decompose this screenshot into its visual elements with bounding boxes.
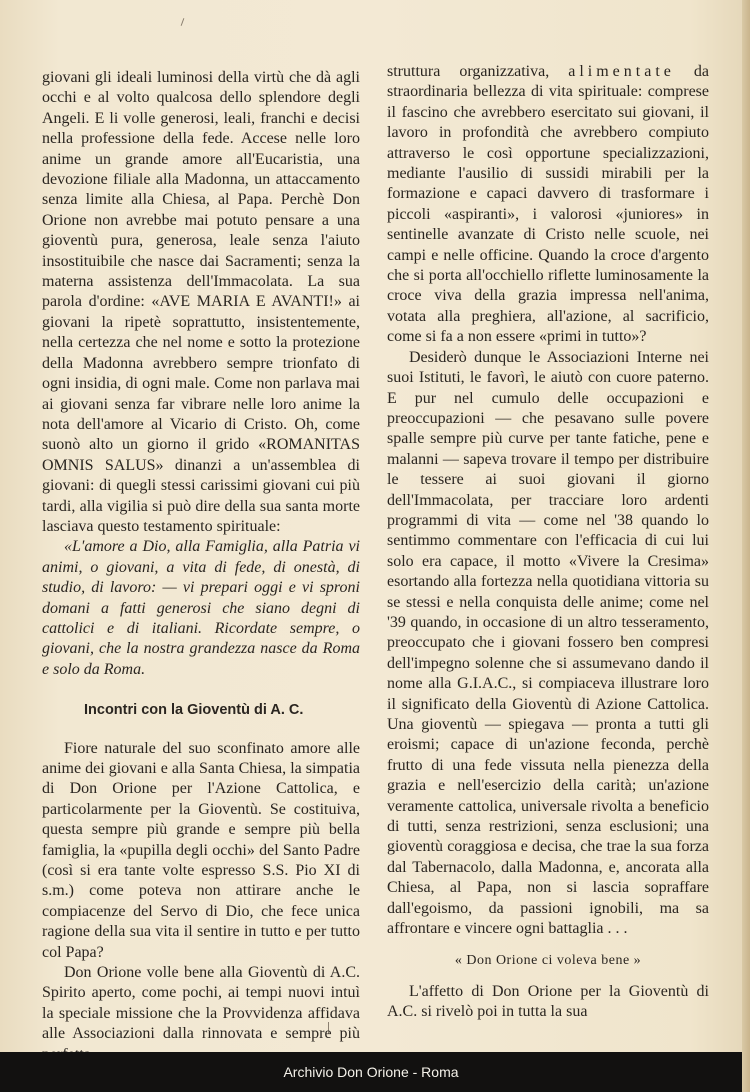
- left-column: [42, 68, 360, 1065]
- section-subheading: « Don Orione ci voleva bene »: [454, 953, 642, 969]
- right-column: [387, 62, 709, 1023]
- section-heading: Incontri con la Gioventù di A. C.: [84, 702, 304, 719]
- right-paragraph-1-start: struttura organizzativa,: [387, 63, 550, 80]
- spaced-word: alimentate: [568, 63, 675, 80]
- right-paragraph-3: L'affetto di Don Orione per la Gioventù di A.C. si rivelò poi in tutta la sua: [387, 982, 709, 1021]
- testament-quote: «L'amore a Dio, alla Famiglia, alla Patria vi animi, o giovani, a vita di fede, di onestà, di studio, di lavoro: — vi prepari oggi e vi sproni domani a fatti generosi che siano degni di cattolici e di italiani. Ricordate sempre, o giovani, che la nostra grandezza nasce da Roma e solo da Roma.: [42, 538, 360, 678]
- left-paragraph-2: Fiore naturale del suo sconfinato amore alle anime dei giovani e alla Santa Chiesa, la simpatia di Don Orione per l'Azione Cattolica, e particolarmente per la Gioventù. Se costituiva, questa sempre più grande e sempre più bella famiglia, la «pupilla degli occhi» del Santo Padre (così si era tante volte espresso S.S. Pio XI di s.m.) come poteva non attirare anche le compiacenze del Servo di Dio, che fece unica ragione della sua vita il sentire in tutto e per tutto col Papa?: [42, 739, 360, 961]
- left-paragraph-1: giovani gli ideali luminosi della virtù che dà agli occhi e al volto qualcosa dello splendore degli Angeli. E li volle generosi, leali, franchi e decisi nella professione della fede. Accese nelle loro anime un grande amore all'Eucaristia, una devozione filiale alla Madonna, un attaccamento senza limite alla Chiesa, al Papa. Perchè Don Orione non avrebbe mai potuto pensare a una gioventù pura, generosa, leale senza l'aiuto insostituibile che nasce dai Sacramenti; senza la materna assistenza dell'Immacolata. La sua parola d'ordine: «AVE MARIA E AVANTI!» ai giovani la ripetè soprattutto, insistentemente, nella certezza che nel nome e sotto la protezione della Madonna avrebbero sempre trionfato di ogni insidia, di ogni male. Come non parlava mai ai giovani senza far vibrare nelle loro anime la nota dell'amore al Vicario di Cristo. Oh, come suonò alto un giorno il grido «ROMANITAS OMNIS SALUS» dinanzi a un'assemblea di giovani: di quegli stessi carissimi giovani cui più tardi, alla vigilia si può dire della sua santa morte lasciava questo testamento spirituale:: [42, 69, 360, 535]
- page-edge: [742, 0, 750, 1092]
- right-paragraph-1: [387, 62, 709, 348]
- footer-label: Archivio Don Orione - Roma: [283, 1064, 459, 1080]
- right-paragraph-2: Desiderò dunque le Associazioni Interne nei suoi Istituti, le favorì, le aiutò con cuore paterno. E pur nel cumulo delle occupazioni e preoccupazioni — che pesavano sulle povere spalle sempre più curve per tante fatiche, pene e malanni — sapeva trovare il tempo per distribuire le tessere ai suoi giovani il giorno dell'Immacolata, per tracciare loro ardenti programmi di vita — come nel '38 quando lo sentimmo commentare con l'efficacia di cui lui solo era capace, il motto «Vivere la Cresima» esortando alla fortezza nella quotidiana vittoria su se stessi e nella conquista delle anime; come nel '39 quando, in occasione di un altro tesseramento, preoccupato che i giovani fossero ben compresi dell'impegno solenne che si assumevano dando il nome alla G.I.A.C., si compiaceva illustrare loro il significato della Gioventù di Azione Cattolica. Una gioventù — spiegava — pronta a tutti gli eroismi; capace di un'azione feconda, perchè frutto di una fede vissuta nella pienezza della grazia e nell'esercizio della carità; un'azione veramente cattolica, universale rivolta a beneficio di tutti, senza restrizioni, senza esclusioni; una gioventù coraggiosa e decisa, che trae la sua forza dal Tabernacolo, dalla Madonna, e, ancorata alla Chiesa, al Papa, non si lascia sopraffare dall'egoismo, da passioni ignobili, ma sa affrontare e vincere ogni battaglia . . .: [387, 348, 709, 938]
- page-mark: [181, 18, 185, 26]
- left-paragraph-3: Don Orione volle bene alla Gioventù di A.C. Spirito aperto, come pochi, ai tempi nuovi intuì la speciale missione che la Provvidenza affidava alle Associazioni dalla rinnovata e sempre più: [42, 964, 360, 1043]
- right-paragraph-1-rest: da straordinaria bellezza di vita spirituale: comprese il fascino che avrebbero esercitato sui giovani, il lavoro in profondità che avrebbero compiuto attraverso le così opportune specializzazioni, mediante l'ausilio di sussidi mirabili per la formazione e capaci davvero di trasformare i piccoli «aspiranti», i valorosi «juniores» in sentinelle avanzate di Cristo nelle scuole, nei campi e nelle officine. Quando la croce d'argento che si porta all'occhiello riflette luminosamente la croce viva della grazia impressa nell'anima, votata alla preghiera, all'azione, al sacrificio, come si fa a non essere «primi in tutto»?: [387, 63, 709, 346]
- archive-footer: [0, 1052, 742, 1092]
